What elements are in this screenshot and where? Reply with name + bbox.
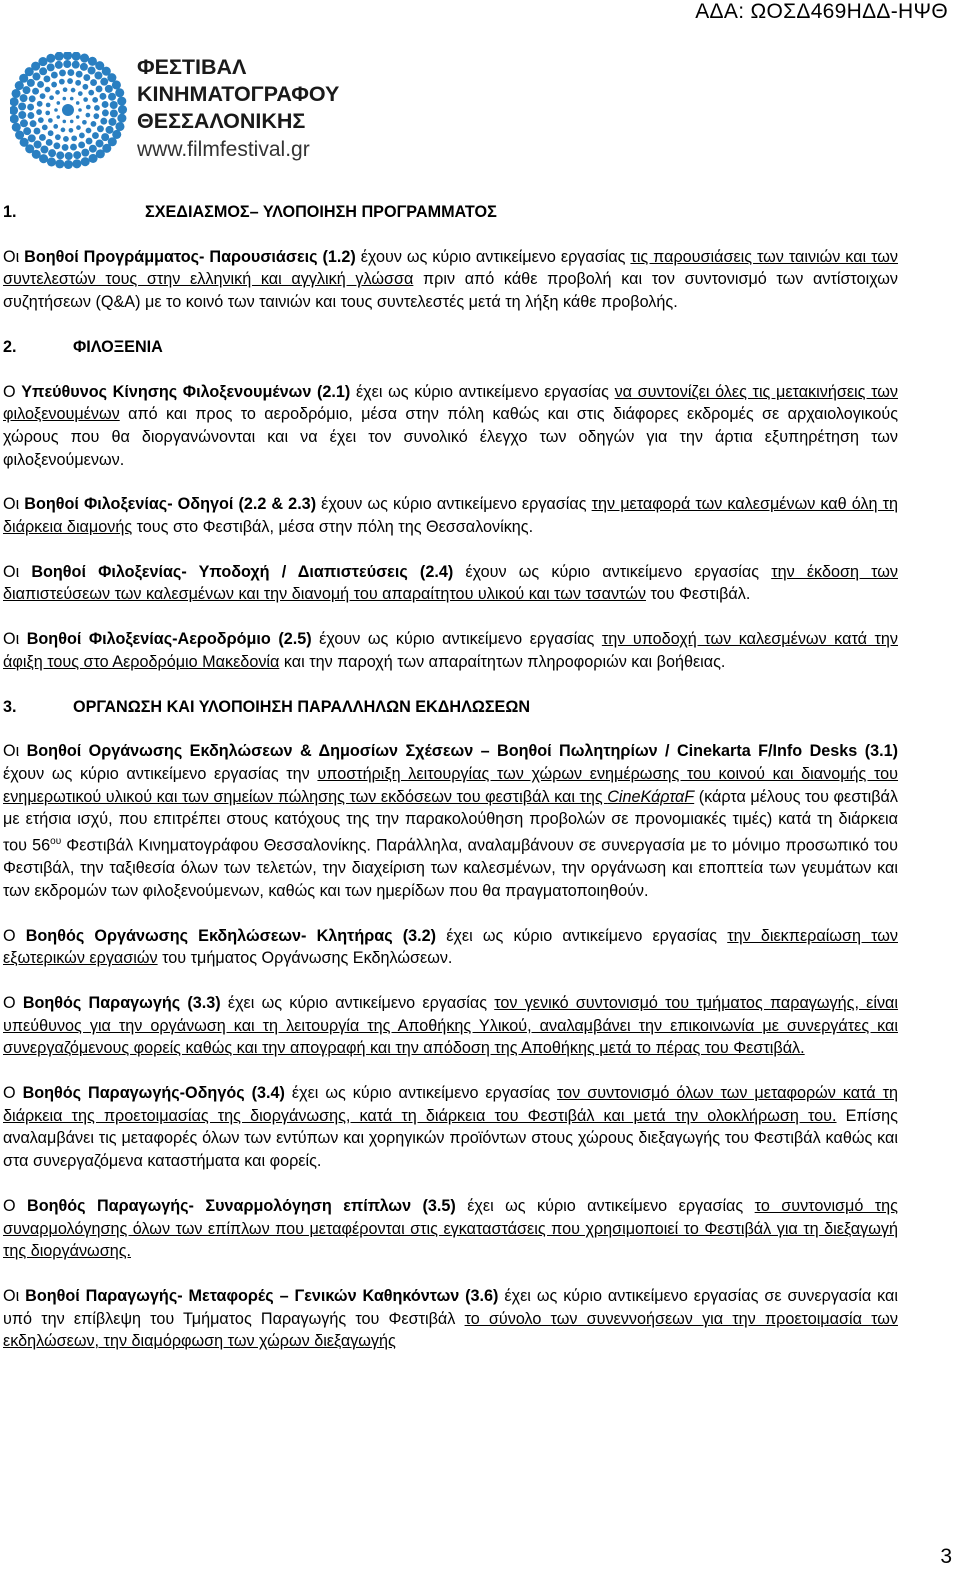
paragraph-11: Οι Βοηθοί Παραγωγής- Μεταφορές – Γενικών Καθηκόντων (3.6) έχει ως κύριο αντικείμενο εργασίας σε συνεργασία και υπό την επίβλεψη του Τμήματος Παραγωγής του Φεστιβάλ το σύνολο των συνεννοήσεων για την προετοιμασία των εκδηλώσεων, την διαμόρφωση των χώρων διεξαγωγής	[3, 1287, 898, 1351]
paragraph-5: Οι Βοηθοί Φιλοξενίας-Αεροδρόμιο (2.5) έχουν ως κύριο αντικείμενο εργασίας την υποδοχή των καλεσμένων κατά την άφιξη τους στο Αεροδρόμιο Μακεδονία και την παροχή των απαραίτητων πληροφοριών και βοήθειας.	[3, 630, 898, 671]
section-number: 3.	[3, 697, 17, 716]
paragraph-3: Οι Βοηθοί Φιλοξενίας- Οδηγοί (2.2 & 2.3) έχουν ως κύριο αντικείμενο εργασίας την μεταφορά των καλεσμένων καθ όλη τη διάρκεια διαμονής τους στο Φεστιβάλ, μέσα στην πόλη της Θεσσαλονίκης.	[3, 495, 899, 537]
document-body	[3, 201, 898, 1353]
paragraph-7: Ο Βοηθός Οργάνωσης Εκδηλώσεων- Κλητήρας (3.2) έχει ως κύριο αντικείμενο εργασίας την διεκπεραίωση των εξωτερικών εργασιών του τμήματος Οργάνωσης Εκδηλώσεων.	[3, 926, 898, 968]
section-3-heading	[3, 696, 898, 719]
ada-code: ΑΔΑ: ΩΟΣΔ469ΗΔΔ-ΗΨΘ	[695, 0, 948, 23]
section-number: 1.	[3, 203, 17, 221]
section-title: ΟΡΓΑΝΩΣΗ ΚΑΙ ΥΛΟΠΟΙΗΣΗ ΠΑΡΑΛΛΗΛΩΝ ΕΚΔΗΛΩΣΕΩΝ	[73, 697, 531, 716]
paragraph-6: Οι Βοηθοί Οργάνωσης Εκδηλώσεων & Δημοσίων Σχέσεων – Βοηθοί Πωλητηρίων / Cinekarta F/Info Desks (3.1) έχουν ως κύριο αντικείμενο εργασίας την υποστήριξη λειτουργίας των χώρων ενημέρωσης του κοινού και διανομής του ενημερωτικού υλικού και των σημείων πώλησης των εκδόσεων του φεστιβάλ και της CineΚάρταF (κάρτα μέλους του φεστιβάλ με ετήσια ισχύ, που επιτρέπει στους κατόχους της την παρακολούθηση προβολών σε προνομιακές τιμές) κατά τη διάρκεια του $56^{o\upsilon}$ Φεστιβάλ Κινηματογράφου Θεσσαλονίκης. Παράλληλα, αναλαμβάνουν σε συνεργασία με το μόνιμο προσωπικό του Φεστιβάλ, την ταξιθεσία όλων των τελετών, την διαχείριση των καλεσμένων, την οργάνωση και εποπτεία των γευμάτων και των εκδρομών των φιλοξενούμενων, καθώς και των ημερίδων που θα πραγματοποιηθούν.	[3, 742, 899, 900]
section-title: ΦΙΛΟΞΕΝΙΑ	[73, 337, 163, 356]
logo-line-2: ΚΙΝΗΜΑΤΟΓΡΑΦΟΥ	[137, 82, 340, 106]
page-number: 3	[940, 1545, 952, 1568]
logo-line-1: ΦΕΣΤΙΒΑΛ	[137, 55, 247, 79]
section-number: 2.	[3, 337, 17, 356]
section-title: ΣΧΕΔΙΑΣΜΟΣ– ΥΛΟΠΟΙΗΣΗ ΠΡΟΓΡΑΜΜΑΤΟΣ	[145, 203, 497, 221]
festival-logo	[10, 52, 370, 170]
paragraph-8: Ο Βοηθός Παραγωγής (3.3) έχει ως κύριο αντικείμενο εργασίας τον γενικό συντονισμό του τμήματος παραγωγής, είναι υπεύθυνος για την οργάνωση και τη λειτουργία της Αποθήκης Υλικού, αναλαμβάνει την επικοινωνία με συνεργάτες και συνεργαζόμενους φορείς καθώς και την απογραφή και την απόδοση της Αποθήκης μετά το πέρας του Φεστιβάλ.	[3, 993, 899, 1058]
logo-url: www.filmfestival.gr	[137, 138, 310, 161]
paragraph-10: Ο Βοηθός Παραγωγής- Συναρμολόγηση επίπλων (3.5) έχει ως κύριο αντικείμενο εργασίας το συντονισμό της συναρμολόγησης όλων των επίπλων που μεταφέρονται στις εγκαταστάσεις που χρησιμοποιεί το Φεστιβάλ για τη διεξαγωγή της διοργάνωσης.	[3, 1196, 898, 1261]
paragraph-1: Οι Βοηθοί Προγράμματος- Παρουσιάσεις (1.2) έχουν ως κύριο αντικείμενο εργασίας τις παρουσιάσεις των ταινιών και των συντελεστών τους στην ελληνική και αγγλική γλώσσα πριν από κάθε προβολή και τον συντονισμό των αντίστοιχων συζητήσεων (Q&A) με το κοινό των ταινιών και τους συντελεστές μετά τη λήξη κάθε προβολής.	[3, 247, 898, 312]
paragraph-9: Ο Βοηθός Παραγωγής-Οδηγός (3.4) έχει ως κύριο αντικείμενο εργασίας τον συντονισμό όλων των μεταφορών κατά τη διάρκεια της προετοιμασίας της διοργάνωσης, κατά τη διάρκεια του Φεστιβάλ και μετά την ολοκλήρωση του. Επίσης αναλαμβάνει τις μεταφορές όλων των εντύπων και χορηγικών προϊόντων στους χώρους διεξαγωγής του Φεστιβάλ καθώς και στα συνεργαζόμενα καταστήματα και φορείς.	[3, 1084, 899, 1171]
logo-line-3: ΘΕΣΣΑΛΟΝΙΚΗΣ	[137, 109, 306, 133]
section-2-heading	[3, 336, 898, 359]
festival-emblem-icon	[10, 52, 130, 170]
paragraph-2: Ο Υπεύθυνος Κίνησης Φιλοξενουμένων (2.1) έχει ως κύριο αντικείμενο εργασίας να συντονίζει όλες τις μετακινήσεις των φιλοξενουμένων από και προς το αεροδρόμιο, μέσα στην πόλη καθώς και στις διάφορες εκδρομές σε αρχαιολογικούς χώρους που θα διοργανώνονται και να έχει τον συνολικό έλεγχο των οδηγών για την άρτια εξυπηρέτηση των φιλοξενούμενων.	[3, 382, 899, 469]
section-1-heading	[3, 201, 898, 224]
paragraph-4: Οι Βοηθοί Φιλοξενίας- Υποδοχή / Διαπιστεύσεις (2.4) έχουν ως κύριο αντικείμενο εργασίας την έκδοση των διαπιστεύσεων των καλεσμένων και την διανομή του απαραίτητου υλικού και των τσαντών του Φεστιβάλ.	[3, 562, 898, 604]
